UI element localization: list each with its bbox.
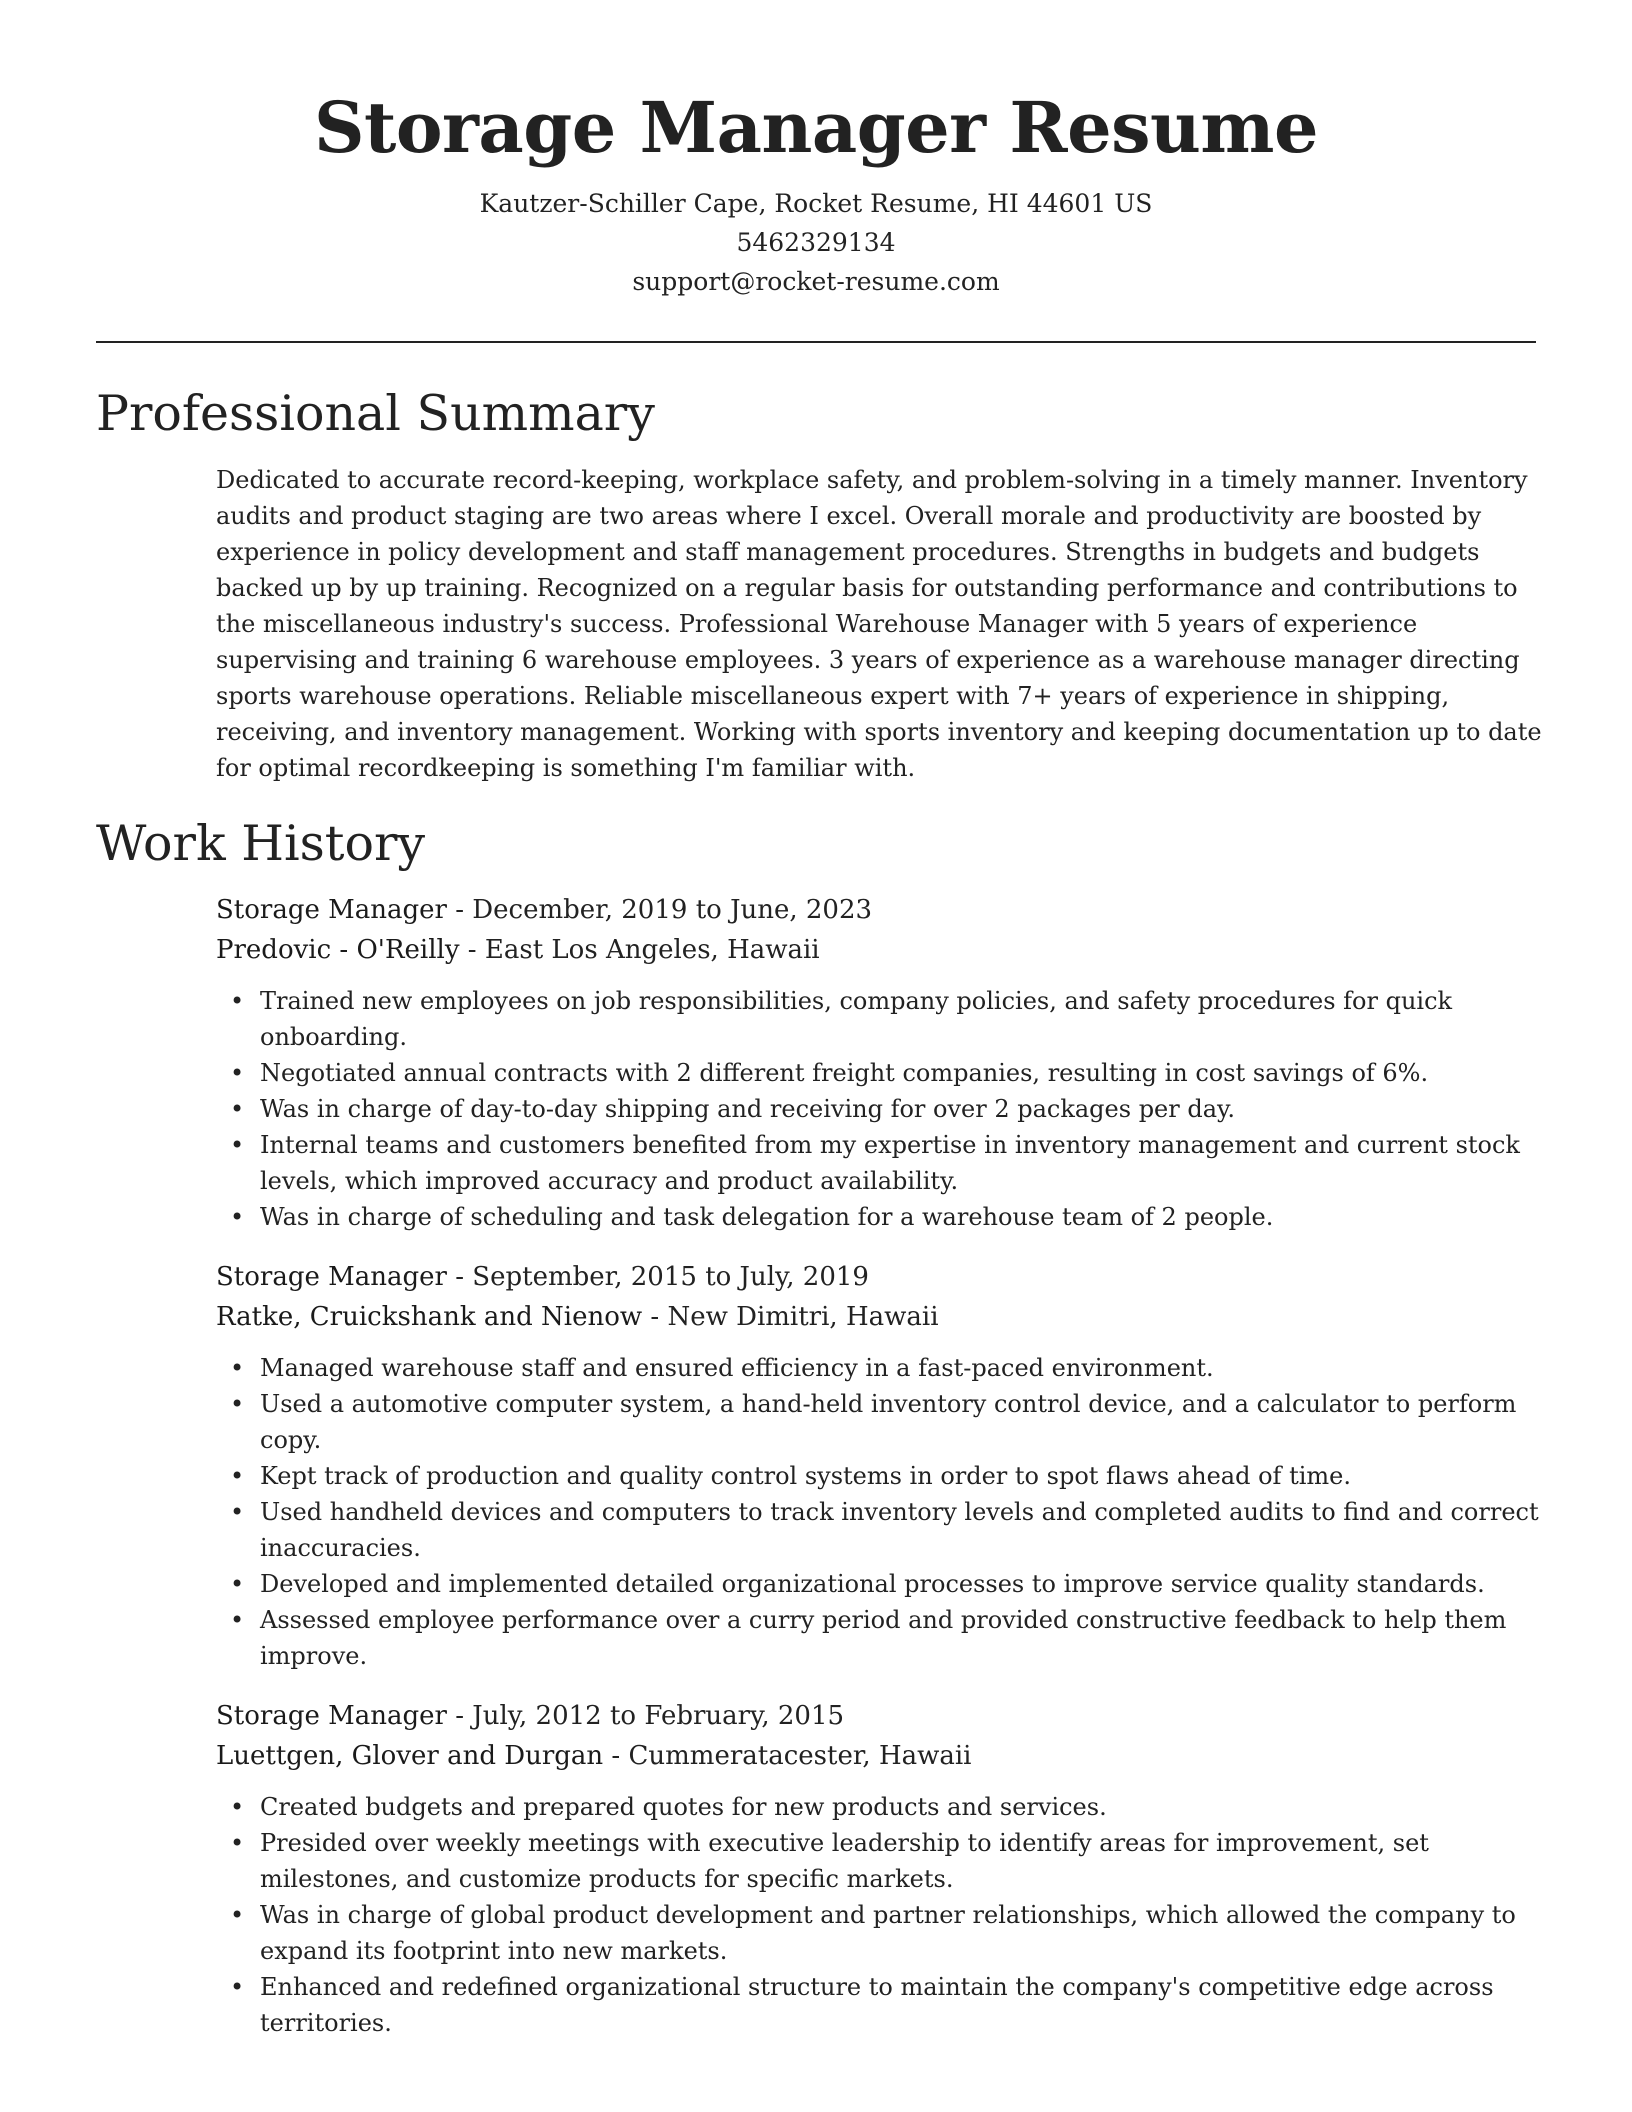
resume-header [96, 80, 1536, 301]
bullet-text: Used a automotive computer system, a hand-held inventory control device, and a calculator to perform copy. [260, 1390, 1517, 1454]
bullet-text: Used handheld devices and computers to track inventory levels and completed audits to find and correct inaccuracies. [260, 1498, 1539, 1562]
job-role: Storage Manager [216, 895, 447, 925]
job-company: Ratke, Cruickshank and Nienow [216, 1302, 643, 1332]
list-item: • Kept track of production and quality control systems in order to spot flaws ahead of time. [230, 1462, 1351, 1490]
job-company-line: Luettgen, Glover and Durgan - Cummeratacester, Hawaii [216, 1741, 972, 1771]
job-company-line: Predovic - O'Reilly - East Los Angeles, Hawaii [216, 935, 820, 965]
list-item: • Was in charge of day-to-day shipping and receiving for over 2 packages per day. [230, 1095, 1236, 1123]
job-company: Predovic - O'Reilly [216, 935, 460, 965]
list-item: • Negotiated annual contracts with 2 different freight companies, resulting in cost savings of 6%. [230, 1059, 1429, 1087]
list-item: • Enhanced and redefined organizational structure to maintain the company's competitive edge across territories. [230, 1973, 1494, 2037]
job-entry [216, 890, 1542, 1235]
list-item: • Created budgets and prepared quotes for new products and services. [230, 1793, 1107, 1821]
job-bullets [216, 1350, 1542, 1674]
job-dates: December, 2019 to June, 2023 [472, 895, 873, 925]
job-entry [216, 1696, 1542, 2041]
job-role: Storage Manager [216, 1262, 447, 1292]
list-item: • Presided over weekly meetings with executive leadership to identify areas for improvement, set milestones, and customize products for specific markets. [230, 1829, 1429, 1893]
bullet-text: Was in charge of scheduling and task delegation for a warehouse team of 2 people. [260, 1203, 1274, 1231]
job-title-line: Storage Manager - December, 2019 to June, 2023 [216, 895, 873, 925]
page-title: Storage Manager Resume [313, 86, 1319, 169]
job-location: Cummeratacester, Hawaii [628, 1741, 972, 1771]
bullet-text: Assessed employee performance over a curry period and provided constructive feedback to help them improve. [260, 1606, 1507, 1670]
job-location: East Los Angeles, Hawaii [484, 935, 820, 965]
job-bullets [216, 1789, 1542, 2041]
list-item: • Internal teams and customers benefited from my expertise in inventory management and current stock levels, which improved accuracy and product availability. [230, 1131, 1520, 1195]
bullet-text: Internal teams and customers benefited from my expertise in inventory management and current stock levels, which improved accuracy and product availability. [260, 1131, 1520, 1195]
bullet-text: Was in charge of day-to-day shipping and receiving for over 2 packages per day. [260, 1095, 1236, 1123]
bullet-text: Trained new employees on job responsibilities, company policies, and safety procedures for quick onboarding. [260, 987, 1453, 1051]
job-company: Luettgen, Glover and Durgan [216, 1741, 604, 1771]
list-item: • Was in charge of global product development and partner relationships, which allowed the company to expand its footprint into new markets. [230, 1901, 1516, 1965]
contact-phone: 5462329134 [736, 228, 896, 257]
bullet-text: Developed and implemented detailed organizational processes to improve service quality standards. [260, 1570, 1485, 1598]
bullet-text: Kept track of production and quality control systems in order to spot flaws ahead of time. [260, 1462, 1351, 1490]
bullet-text: Enhanced and redefined organizational structure to maintain the company's competitive edge across territories. [260, 1973, 1494, 2037]
bullet-text: Managed warehouse staff and ensured efficiency in a fast-paced environment. [260, 1354, 1214, 1382]
list-item: • Was in charge of scheduling and task delegation for a warehouse team of 2 people. [230, 1203, 1274, 1231]
job-title-line: Storage Manager - September, 2015 to July, 2019 [216, 1262, 869, 1292]
header-divider [96, 341, 1536, 343]
job-title-line: Storage Manager - July, 2012 to February, 2015 [216, 1701, 845, 1731]
job-dates: September, 2015 to July, 2019 [472, 1262, 869, 1292]
summary-heading: Professional Summary [96, 385, 655, 442]
bullet-text: Negotiated annual contracts with 2 different freight companies, resulting in cost savings of 6%. [260, 1059, 1429, 1087]
job-location: New Dimitri, Hawaii [667, 1302, 939, 1332]
contact-address: Kautzer-Schiller Cape, Rocket Resume, HI 44601 US [479, 189, 1153, 218]
summary-text: Dedicated to accurate record-keeping, workplace safety, and problem-solving in a timely manner. Inventory audits and product staging are two areas where I excel. Overall morale and productivity are boosted by experience in policy development and staff management procedures. Strengths in budgets and budgets backed up by up training. Recognized on a regular basis for outstanding performance and contributions to the miscellaneous industry's success. Professional Warehouse Manager with 5 years of experience supervising and training 6 warehouse employees. 3 years of experience as a warehouse manager directing sports warehouse operations. Reliable miscellaneous expert with 7+ years of experience in shipping, receiving, and inventory management. Working with sports inventory and keeping documentation up to date for optimal recordkeeping is something I'm familiar with. [216, 466, 1542, 782]
list-item: • Managed warehouse staff and ensured efficiency in a fast-paced environment. [230, 1354, 1214, 1382]
list-item: • Assessed employee performance over a curry period and provided constructive feedback to help them improve. [230, 1606, 1507, 1670]
list-item: • Used a automotive computer system, a hand-held inventory control device, and a calculator to perform copy. [230, 1390, 1517, 1454]
job-dates: July, 2012 to February, 2015 [472, 1701, 845, 1731]
work-history-list [216, 890, 1542, 2063]
list-item: • Trained new employees on job responsibilities, company policies, and safety procedures for quick onboarding. [230, 987, 1453, 1051]
list-item: • Developed and implemented detailed organizational processes to improve service quality standards. [230, 1570, 1485, 1598]
job-role: Storage Manager [216, 1701, 447, 1731]
contact-email: support@rocket-resume.com [632, 267, 1000, 296]
work-history-heading: Work History [96, 815, 426, 872]
bullet-text: Presided over weekly meetings with executive leadership to identify areas for improvement, set milestones, and customize products for specific markets. [260, 1829, 1429, 1893]
bullet-text: Was in charge of global product development and partner relationships, which allowed the company to expand its footprint into new markets. [260, 1901, 1516, 1965]
list-item: • Used handheld devices and computers to track inventory levels and completed audits to find and correct inaccuracies. [230, 1498, 1539, 1562]
job-company-line: Ratke, Cruickshank and Nienow - New Dimitri, Hawaii [216, 1302, 939, 1332]
bullet-text: Created budgets and prepared quotes for new products and services. [260, 1793, 1107, 1821]
job-entry [216, 1257, 1542, 1674]
job-bullets [216, 983, 1542, 1235]
